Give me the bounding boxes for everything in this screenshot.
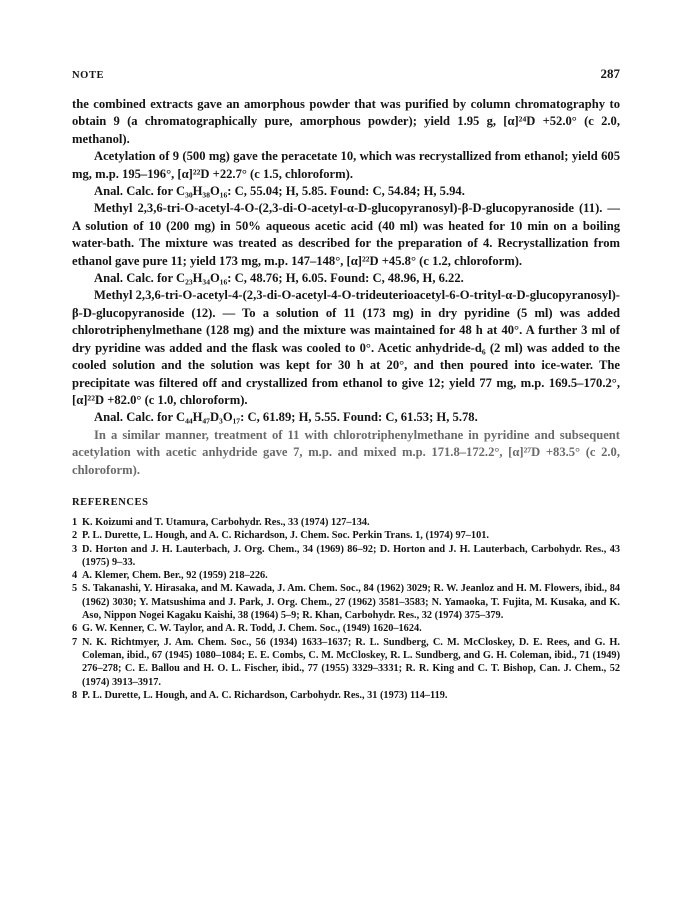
page-header [72,66,620,88]
references-heading: REFERENCES [72,496,149,508]
reference-number: 3 [72,543,78,555]
reference-text: S. Takanashi, Y. Hirasaka, and M. Kawada, J. Am. Chem. Soc., 84 (1962) 3029; R. W. Jeanloz and H. M. Flowers, ibid., 84 (1962) 3030; Y. Matsushima and J. Park, J. Org. Chem., 27 (1962) 3581–3583; N. Yamaoka, T. Fujita, M. Kusaka, and K. Aso, Nippon Nogei Kagaku Kaishi, 38 (1964) 5–9; R. Khan, Carbohydr. Res., 32 (1974) 375–379. [82,583,620,622]
body-text [72,96,620,479]
paragraph: Acetylation of 9 (500 mg) gave the peracetate 10, which was recrystallized from ethanol; yield 605 mg, m.p. 195–196°, [α]²²D +22.7° (c 1.5, chloroform). [72,149,620,181]
reference-text: N. K. Richtmyer, J. Am. Chem. Soc., 56 (1934) 1633–1637; R. L. Sundberg, C. M. McCloskey, D. E. Rees, and G. H. Coleman, ibid., 67 (1945) 1080–1084; E. E. Combs, C. M. McCloskey, R. L. Sundberg, and G. H. Coleman, ibid., 71 (1949) 276–278; C. E. Ballou and H. O. L. Fischer, ibid., 77 (1955) 3329–3331; R. R. King and C. T. Bishop, Can. J. Chem., 52 (1974) 3913–3917. [82,636,620,688]
paragraph: Anal. Calc. for C₂₃H₃₄O₁₆: C, 48.76; H, 6.05. Found: C, 48.96, H, 6.22. [94,271,464,286]
reference-text: G. W. Kenner, C. W. Taylor, and A. R. Todd, J. Chem. Soc., (1949) 1620–1624. [82,623,422,635]
paragraph: Methyl 2,3,6-tri-O-acetyl-4-(2,3-di-O-acetyl-4-O-trideuterioacetyl-6-O-trityl-α-D-glucopyranosyl)-β-D-glucopyranoside (12). — To a solution of 11 (173 mg) in dry pyridine (5 ml) was added chlorotriphenylmethane (128 mg) and the mixture was maintained for 48 h at 40°. A further 3 ml of dry pyridine was added and the flask was cooled to 0°. Acetic anhydride-d₆ (2 ml) was added to the cooled solution and the solution was kept for 30 h at 20°, and then poured into ice-water. The precipitate was filtered off and crystallized from ethanol to give 12; yield 77 mg, m.p. 169.5–170.2°, [α]²²D +82.0° (c 1.0, chloroform). [72,288,620,407]
reference-list [72,516,620,702]
reference-item [72,622,620,635]
reference-item [72,516,620,529]
page-number: 287 [600,66,620,81]
reference-number: 8 [72,689,78,701]
reference-number: 5 [72,583,78,595]
reference-text: D. Horton and J. H. Lauterbach, J. Org. Chem., 34 (1969) 86–92; D. Horton and J. H. Lauterbach, Carbohydr. Res., 43 (1975) 9–33. [82,543,620,568]
reference-text: P. L. Durette, L. Hough, and A. C. Richardson, Carbohydr. Res., 31 (1973) 114–119. [82,689,448,701]
reference-item [72,582,620,622]
reference-number: 6 [72,623,78,635]
running-title: NOTE [72,70,105,81]
page [72,66,620,702]
reference-item [72,636,620,689]
paragraph: the combined extracts gave an amorphous powder that was purified by column chromatography to obtain 9 (a chromatographically pure, amorphous powder); yield 1.95 g, [α]²⁴D +52.0° (c 2.0, methanol). [72,97,620,146]
paragraph: In a similar manner, treatment of 11 with chlorotriphenylmethane in pyridine and subsequent acetylation with acetic anhydride gave 7, m.p. and mixed m.p. 171.8–172.2°, [α]²⁷D +83.5° (c 2.0, chloroform). [72,427,620,477]
reference-item [72,569,620,582]
reference-text: A. Klemer, Chem. Ber., 92 (1959) 218–226. [82,570,268,582]
reference-number: 4 [72,570,78,582]
paragraph: Methyl 2,3,6-tri-O-acetyl-4-O-(2,3-di-O-acetyl-α-D-glucopyranosyl)-β-D-glucopyranoside (11). — A solution of 10 (200 mg) in 50% aqueous acetic acid (40 ml) was heated for 10 min on a boiling water-bath. The mixture was treated as described for the preparation of 4. Recrystallization from ethanol gave pure 11; yield 173 mg, m.p. 147–148°, [α]²²D +45.8° (c 1.2, chloroform). [72,201,620,268]
reference-item [72,529,620,542]
reference-text: P. L. Durette, L. Hough, and A. C. Richardson, J. Chem. Soc. Perkin Trans. 1, (1974) 97–101. [82,530,489,542]
reference-item [72,689,620,702]
reference-text: K. Koizumi and T. Utamura, Carbohydr. Res., 33 (1974) 127–134. [82,516,370,528]
reference-item [72,543,620,570]
reference-number: 2 [72,530,78,542]
paragraph: Anal. Calc. for C₄₄H₄₇D₃O₁₇: C, 61.89; H, 5.55. Found: C, 61.53; H, 5.78. [94,410,478,425]
reference-number: 1 [72,516,78,528]
reference-number: 7 [72,636,78,648]
paragraph: Anal. Calc. for C₃₀H₃₈O₁₆: C, 55.04; H, 5.85. Found: C, 54.84; H, 5.94. [94,184,465,199]
